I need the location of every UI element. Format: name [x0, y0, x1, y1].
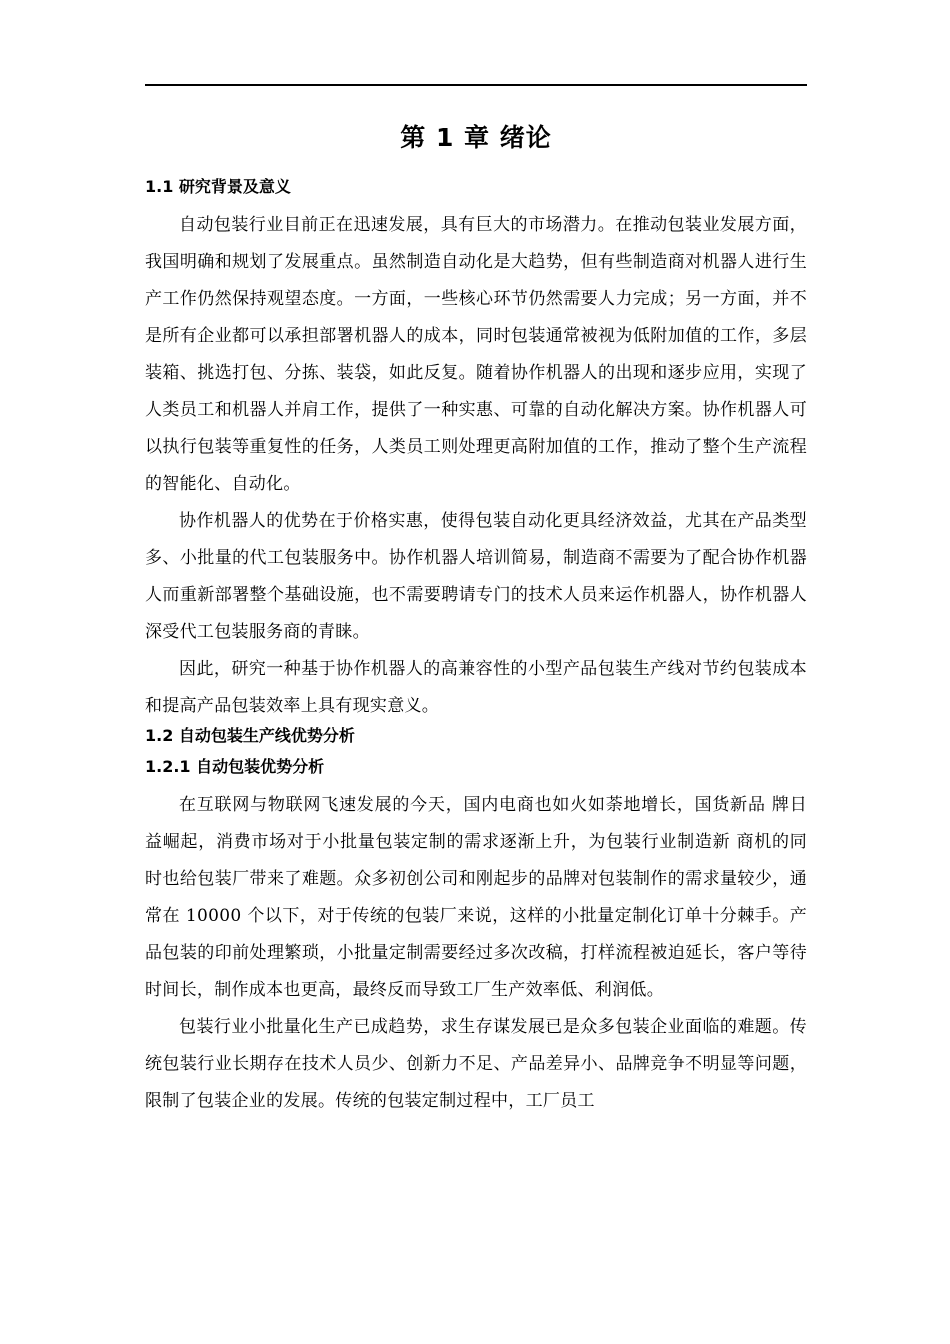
paragraph-1-1-a: 自动包装行业目前正在迅速发展，具有巨大的市场潜力。在推动包装业发展方面，我国明确和规划了发展重点。虽然制造自动化是大趋势，但有些制造商对机器人进行生产工作仍然保持观望态度。一方面，一些核心环节仍然需要人力完成；另一方面，并不是所有企业都可以承担部署机器人的成本，同时包装通常被视为低附加值的工作，多层装箱、挑选打包、分拣、装袋，如此反复。随着协作机器人的出现和逐步应用，实现了人类员工和机器人并肩工作，提供了一种实惠、可靠的自动化解决方案。协作机器人可以执行包装等重复性的任务，人类员工则处理更高附加值的工作，推动了整个生产流程的智能化、自动化。: [145, 215, 807, 494]
paragraph-1-1-b: 协作机器人的优势在于价格实惠，使得包装自动化更具经济效益，尤其在产品类型多、小批量的代工包装服务中。协作机器人培训简易，制造商不需要为了配合协作机器人而重新部署整个基础设施，也不需要聘请专门的技术人员来运作机器人，协作机器人深受代工包装服务商的青睐。: [145, 511, 807, 642]
section-heading-1-1: 1.1 研究背景及意义: [145, 177, 291, 196]
paragraph-1-2-1-a: 在互联网与物联网飞速发展的今天，国内电商也如火如荼地增长，国货新品 牌日益崛起，消费市场对于小批量包装定制的需求逐渐上升，为包装行业制造新 商机的同时也给包装厂带来了难题。众多初创公司和刚起步的品牌对包装制作的需求量较少，通常在 10000 个以下，对于传统的包装厂来说，这样的小批量定制化订单十分棘手。产品包装的印前处理繁琐，小批量定制需要经过多次改稿，打样流程被迫延长，客户等待时间长，制作成本也更高，最终反而导致工厂生产效率低、利润低。: [145, 795, 807, 1000]
paragraph-1-1-c: 因此，研究一种基于协作机器人的高兼容性的小型产品包装生产线对节约包装成本和提高产品包装效率上具有现实意义。: [145, 659, 807, 716]
section-heading-1-2: 1.2 自动包装生产线优势分析: [145, 726, 355, 745]
header-rule: [145, 84, 807, 86]
paragraph-1-2-1-b: 包装行业小批量化生产已成趋势，求生存谋发展已是众多包装企业面临的难题。传统包装行业长期存在技术人员少、创新力不足、产品差异小、品牌竞争不明显等问题，限制了包装企业的发展。传统的包装定制过程中，工厂员工: [145, 1017, 807, 1111]
document-page: [145, 118, 807, 1120]
subsection-heading-1-2-1: 1.2.1 自动包装优势分析: [145, 757, 325, 776]
chapter-title: 第 1 章 绪论: [400, 123, 552, 152]
